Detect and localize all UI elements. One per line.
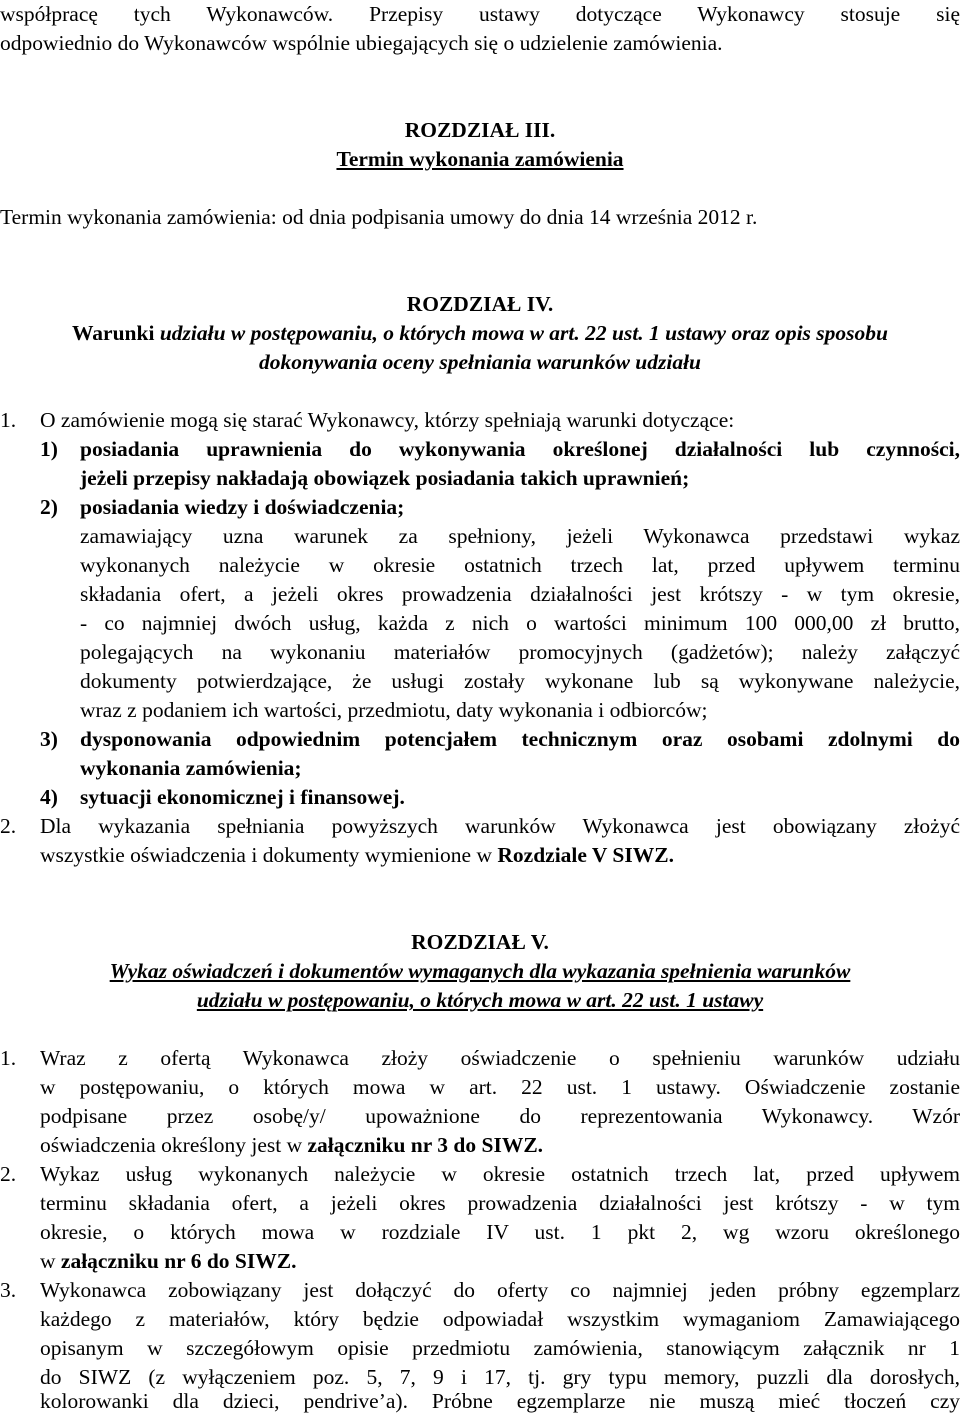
ch4-sub-2-body-2-row [0, 580, 960, 609]
ch5-item-2-line: okresie, o których mowa w rozdziale IV ust. 1 pkt 2, wg wzoru określonego [40, 1220, 960, 1244]
ch5-item-1-line: podpisane przez osobę/y/ upoważnione do reprezentowania Wykonawcy. Wzór [40, 1104, 960, 1128]
chapter-4-title-part-b: udziału w postępowaniu, o których mowa w art. 22 ust. 1 ustawy oraz opis sposobu [159, 321, 888, 345]
ch4-sub-2-body-line: dokumenty potwierdzające, że usługi zostały wykonane lub są wykonywane należycie, [80, 669, 960, 693]
ch4-sub-3-line-2-row [0, 754, 960, 783]
ch4-item-2 [0, 812, 960, 841]
ch4-sub-1-line-1: posiadania uprawnienia do wykonywania określonej działalności lub czynności, [80, 437, 960, 461]
ch4-sub-3-line-2: wykonania zamówienia; [80, 756, 302, 780]
ch4-sub-2-body-line: zamawiający uzna warunek za spełniony, jeżeli Wykonawca przedstawi wykaz [80, 524, 960, 548]
ch4-item-2-line-2-text: wszystkie oświadczenia i dokumenty wymienione w [40, 843, 498, 867]
ch4-sub-3-line-1: dysponowania odpowiednim potencjałem technicznym oraz osobami zdolnymi do [80, 727, 960, 751]
ch4-sub-2-body-line: wraz z podaniem ich wartości, przedmiotu, daty wykonania i odbiorców; [80, 698, 708, 722]
ch4-sub-2-body-6-row [0, 696, 960, 725]
ch5-item-2-line-4-text: w [40, 1249, 61, 1273]
chapter-3-text: Termin wykonania zamówienia: od dnia podpisania umowy do dnia 14 września 2012 r. [0, 205, 758, 229]
ch5-item-1-line-4-text: oświadczenia określony jest w [40, 1133, 308, 1157]
chapter-5-heading: ROZDZIAŁ V. [411, 930, 549, 954]
ch5-item-2-row-4 [0, 1247, 960, 1276]
ch4-sub-2-body-line: wykonanych należycie w okresie ostatnich trzech lat, przed upływem terminu [80, 553, 960, 577]
chapter-3-title: Termin wykonania zamówienia [336, 147, 624, 171]
chapter-4-heading: ROZDZIAŁ IV. [406, 292, 554, 316]
ch4-item-2-line-2-row [0, 841, 960, 870]
ch4-item-2-line-2 [40, 841, 960, 870]
intro-line-2: odpowiednio do Wykonawców wspólnie ubiegających się o udzielenie zamówienia. [0, 31, 723, 55]
ch4-sub-3-number: 3) [40, 727, 58, 751]
ch4-sub-2-body-5-row [0, 667, 960, 696]
ch4-sub-2-body-line: - co najmniej dwóch usług, każda z nich o wartości minimum 100 000,00 zł brutto, [80, 611, 960, 635]
ch5-item-2-number: 2. [0, 1162, 17, 1186]
ch5-item-1 [0, 1044, 960, 1073]
chapter-5-title-line-1: Wykaz oświadczeń i dokumentów wymaganych dla wykazania spełnienia warunków [109, 959, 851, 983]
ch5-item-1-line: Wraz z ofertą Wykonawca złoży oświadczenie o spełnieniu warunków udziału [40, 1046, 960, 1070]
ch5-item-2-row-2 [0, 1189, 960, 1218]
ch4-sub-2-line-1: posiadania wiedzy i doświadczenia; [80, 495, 405, 519]
ch4-sub-1 [0, 435, 960, 464]
ch5-item-1-line-4 [40, 1131, 960, 1160]
ch4-sub-2 [0, 493, 960, 522]
ch5-item-2-line: Wykaz usług wykonanych należycie w okresie ostatnich trzech lat, przed upływem [40, 1162, 960, 1186]
chapter-5-title-line-2: udziału w postępowaniu, o których mowa w art. 22 ust. 1 ustawy [196, 988, 764, 1012]
ch4-sub-2-body-1-row [0, 551, 960, 580]
intro-line-1: współpracę tych Wykonawców. Przepisy ustawy dotyczące Wykonawcy stosuje się [0, 2, 960, 26]
chapter-4-title-line-2: dokonywania oceny spełniania warunków udziału [258, 350, 702, 374]
ch4-sub-4-line-1: sytuacji ekonomicznej i finansowej. [80, 785, 405, 809]
ch5-item-1-line: w postępowaniu, o których mowa w art. 22 ust. 1 ustawy. Oświadczenie zostanie [40, 1075, 960, 1099]
ch4-item-1-number: 1. [0, 408, 17, 432]
ch5-item-3-line: Wykonawca zobowiązany jest dołączyć do oferty co najmniej jeden próbny egzemplarz [40, 1278, 960, 1302]
chapter-4-title-part-a: Warunki [71, 321, 160, 345]
ch4-sub-2-body-0-row [0, 522, 960, 551]
ch4-item-1 [0, 406, 960, 435]
ch4-item-2-number: 2. [0, 814, 17, 838]
ch4-sub-2-body-4-row [0, 638, 960, 667]
ch5-item-3-line: do SIWZ (z wyłączeniem poz. 5, 7, 9 i 17, tj. gry typu memory, puzzli dla dorosłych, [40, 1365, 960, 1389]
chapter-4-title-line-1 [0, 319, 960, 348]
ch5-item-3-row-5 [0, 1387, 960, 1416]
ch5-item-3-line: każdego z materiałów, który będzie odpowiadał wszystkim wymaganiom Zamawiającego [40, 1307, 960, 1331]
chapter-3-heading: ROZDZIAŁ III. [404, 118, 556, 142]
ch5-item-3-number: 3. [0, 1278, 17, 1302]
ch5-item-3-line: opisanym w szczegółowym opisie przedmiotu zamówienia, stanowiącym załącznik nr 1 [40, 1336, 960, 1360]
ch5-item-2-line-4-bold: załączniku nr 6 do SIWZ. [60, 1249, 297, 1273]
ch5-item-2-row-3 [0, 1218, 960, 1247]
ch5-item-1-row-2 [0, 1073, 960, 1102]
ch5-item-3-row-3 [0, 1334, 960, 1363]
ch4-sub-1-line-2-row [0, 464, 960, 493]
ch4-sub-3 [0, 725, 960, 754]
ch5-item-3-line: kolorowanki dla dzieci, pendrive’a). Próbne egzemplarze nie muszą mieć tłoczeń czy [40, 1389, 960, 1413]
ch5-item-1-row-4 [0, 1131, 960, 1160]
ch4-item-1-text: O zamówienie mogą się starać Wykonawcy, którzy spełniają warunki dotyczące: [40, 408, 735, 432]
ch5-item-2-line: terminu składania ofert, a jeżeli okres prowadzenia działalności jest krótszy - w tym [40, 1191, 960, 1215]
ch4-sub-2-number: 2) [40, 495, 58, 519]
ch4-sub-2-body-3-row [0, 609, 960, 638]
ch4-sub-4-number: 4) [40, 785, 58, 809]
ch5-item-1-line-4-bold: załączniku nr 3 do SIWZ. [307, 1133, 544, 1157]
ch5-item-1-number: 1. [0, 1046, 17, 1070]
ch4-item-2-line-2-bold: Rozdziale V SIWZ. [497, 843, 674, 867]
ch5-item-2-line-4 [40, 1247, 960, 1276]
ch4-sub-2-body-line: polegających na wykonaniu materiałów promocyjnych (gadżetów); należy załączyć [80, 640, 960, 664]
ch5-item-3 [0, 1276, 960, 1305]
ch4-sub-1-number: 1) [40, 437, 58, 461]
ch4-item-2-line-1: Dla wykazania spełniania powyższych warunków Wykonawca jest obowiązany złożyć [40, 814, 960, 838]
ch5-item-1-row-3 [0, 1102, 960, 1131]
ch5-item-3-row-2 [0, 1305, 960, 1334]
ch4-sub-4 [0, 783, 960, 812]
ch5-item-2 [0, 1160, 960, 1189]
ch4-sub-1-line-2: jeżeli przepisy nakładają obowiązek posiadania takich uprawnień; [80, 466, 690, 490]
ch4-sub-2-body-line: składania ofert, a jeżeli okres prowadzenia działalności jest krótszy - w tym okresie, [80, 582, 960, 606]
